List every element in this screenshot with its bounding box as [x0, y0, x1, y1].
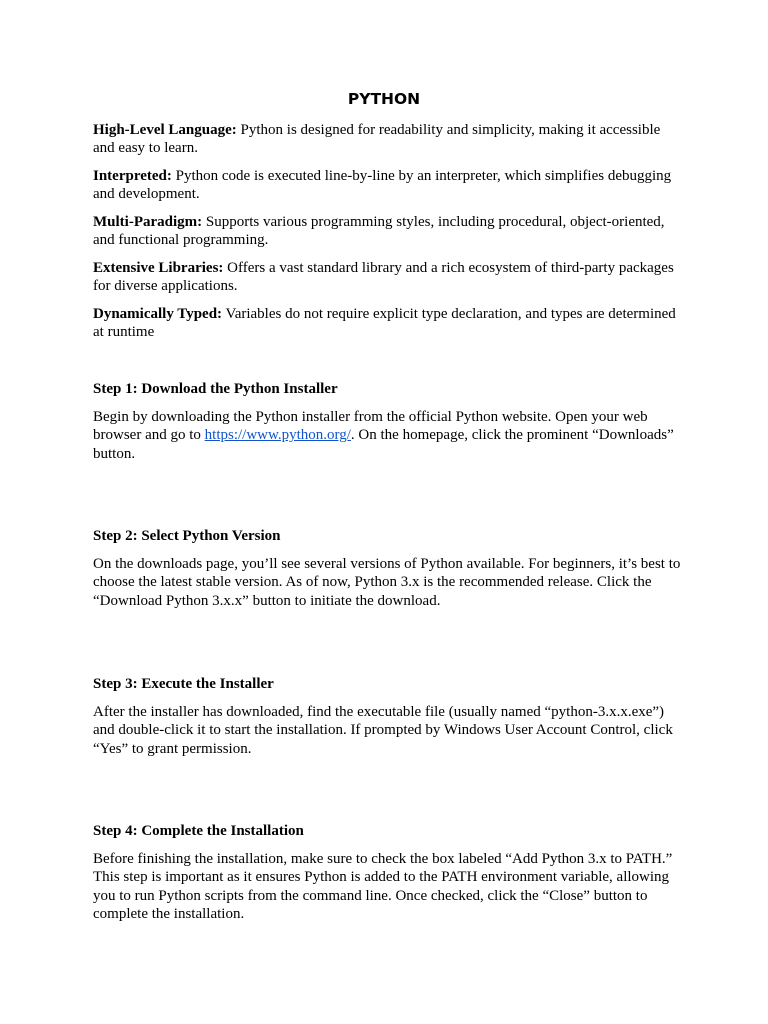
feature-item: [93, 213, 681, 249]
feature-term: Interpreted:: [93, 168, 172, 184]
step-1-text: Begin by downloading the Python installer from the official Python website. Open your web browser and go to: [93, 409, 648, 444]
feature-description: Python code is executed line-by-line by an interpreter, which simplifies debugging and development.: [93, 168, 672, 203]
feature-description: Supports various programming styles, including procedural, object-oriented, and functional programming.: [93, 214, 665, 249]
step-1-text-continued: . On the homepage, click the prominent “Downloads” button.: [93, 427, 674, 462]
step-2-body: On the downloads page, you’ll see several versions of Python available. For beginners, it’s best to choose the latest stable version. As of now, Python 3.x is the recommended release. Click the “Download Python 3.x.x” button to initiate the download.: [93, 556, 681, 609]
feature-description: Variables do not require explicit type declaration, and types are determined at runtime: [93, 306, 676, 341]
feature-term: High-Level Language:: [93, 122, 237, 138]
feature-item: [93, 167, 681, 203]
step-4-body: Before finishing the installation, make sure to check the box labeled “Add Python 3.x to PATH.” This step is important as it ensures Python is added to the PATH environment variable, allowing you to run Python scripts from the command line. Once checked, click the “Close” button to complete the installation.: [93, 851, 673, 922]
step-3-section: [93, 675, 681, 758]
feature-item: [93, 121, 681, 157]
step-2-section: [93, 527, 681, 610]
step-1-section: [93, 380, 681, 463]
feature-term: Extensive Libraries:: [93, 260, 224, 276]
step-4-heading: Step 4: Complete the Installation: [93, 823, 304, 839]
feature-description: Python is designed for readability and simplicity, making it accessible and easy to learn.: [93, 122, 661, 157]
python-website-link[interactable]: https://www.python.org/: [204, 427, 351, 444]
step-1-heading: Step 1: Download the Python Installer: [93, 381, 338, 397]
step-3-heading: Step 3: Execute the Installer: [93, 676, 274, 692]
feature-term: Multi-Paradigm:: [93, 214, 203, 230]
feature-description: Offers a vast standard library and a rich ecosystem of third-party packages for diverse applications.: [93, 260, 674, 295]
feature-list: [93, 121, 681, 351]
feature-item: [93, 259, 681, 295]
step-2-heading: Step 2: Select Python Version: [93, 528, 281, 544]
step-4-section: [93, 822, 681, 923]
step-1-body: [93, 408, 681, 463]
step-3-body: After the installer has downloaded, find the executable file (usually named “python-3.x.x.exe”) and double-click it to start the installation. If prompted by Windows User Account Control, click “Yes” to grant permission.: [93, 704, 673, 757]
feature-item: [93, 305, 681, 341]
feature-term: Dynamically Typed:: [93, 306, 223, 322]
page-title: PYTHON: [347, 90, 421, 108]
